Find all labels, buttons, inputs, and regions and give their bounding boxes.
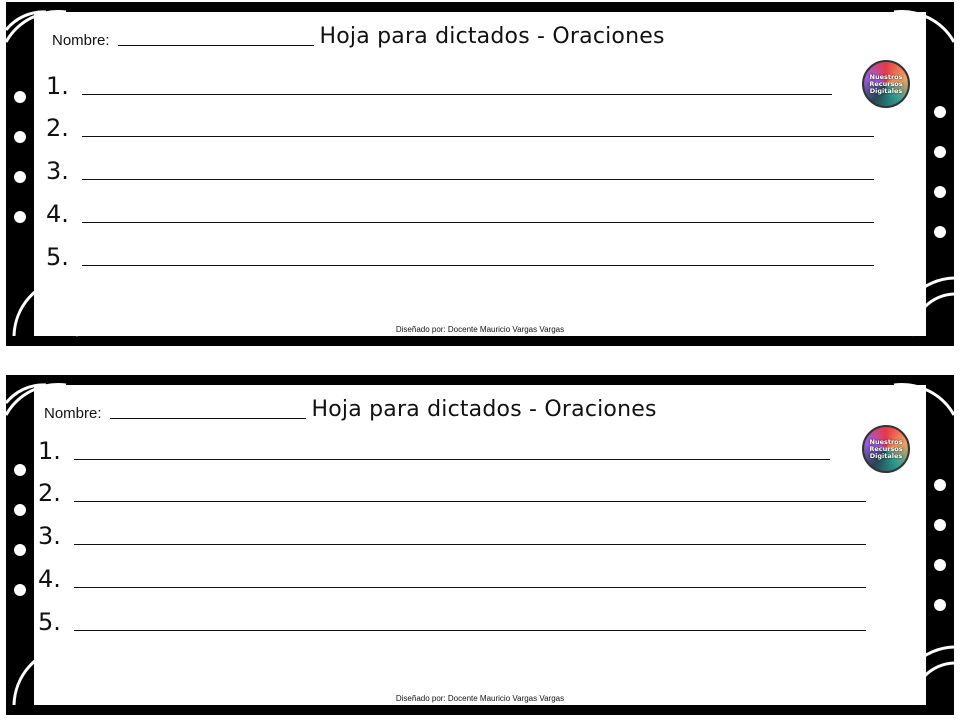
nuestros-recursos-digitales-logo — [862, 425, 910, 473]
line-number: 2. — [46, 114, 69, 142]
logo-text-line-3: Digitales — [869, 451, 903, 460]
writing-rule — [82, 222, 874, 223]
sheet-title: Hoja para dictados - Oraciones — [311, 397, 657, 422]
name-field-line[interactable] — [110, 417, 306, 419]
designer-credit: Diseñado por: Docente Mauricio Vargas Vargas — [395, 694, 565, 703]
logo-text-line-1: Nuestros — [869, 437, 903, 446]
writing-rule — [74, 501, 866, 502]
logo-text-line-2: Recursos — [869, 444, 903, 453]
line-number: 1. — [46, 72, 69, 100]
writing-rule — [82, 94, 832, 95]
writing-rule — [74, 630, 866, 631]
line-number: 1. — [38, 437, 61, 465]
writing-line-1[interactable] — [38, 437, 830, 465]
dictation-sheet-2 — [6, 375, 954, 715]
name-label: Nombre: — [52, 32, 110, 49]
writing-rule — [74, 587, 866, 588]
designer-credit: Diseñado por: Docente Mauricio Vargas Vargas — [395, 325, 565, 334]
sheet-title: Hoja para dictados - Oraciones — [319, 24, 665, 49]
writing-line-1[interactable] — [46, 72, 832, 100]
writing-rule — [82, 265, 874, 266]
writing-line-5[interactable] — [46, 243, 874, 271]
writing-line-3[interactable] — [38, 522, 866, 550]
writing-line-2[interactable] — [38, 479, 866, 507]
logo-text-line-1: Nuestros — [869, 72, 903, 81]
sheet-header — [44, 397, 657, 422]
line-number: 5. — [46, 243, 69, 271]
logo-text-line-3: Digitales — [869, 86, 903, 95]
logo-text-line-2: Recursos — [869, 79, 903, 88]
line-number: 4. — [38, 565, 61, 593]
writing-rule — [82, 136, 874, 137]
writing-line-4[interactable] — [38, 565, 866, 593]
writing-rule — [74, 459, 830, 460]
writing-line-5[interactable] — [38, 608, 866, 636]
name-label: Nombre: — [44, 405, 102, 422]
name-field-line[interactable] — [118, 44, 314, 46]
sheet-header — [52, 24, 665, 49]
nuestros-recursos-digitales-logo — [862, 60, 910, 108]
writing-line-2[interactable] — [46, 114, 874, 142]
line-number: 5. — [38, 608, 61, 636]
writing-line-4[interactable] — [46, 200, 874, 228]
writing-rule — [74, 544, 866, 545]
line-number: 2. — [38, 479, 61, 507]
dictation-sheet-1 — [6, 2, 954, 346]
line-number: 3. — [46, 157, 69, 185]
line-number: 4. — [46, 200, 69, 228]
writing-rule — [82, 179, 874, 180]
line-number: 3. — [38, 522, 61, 550]
writing-line-3[interactable] — [46, 157, 874, 185]
